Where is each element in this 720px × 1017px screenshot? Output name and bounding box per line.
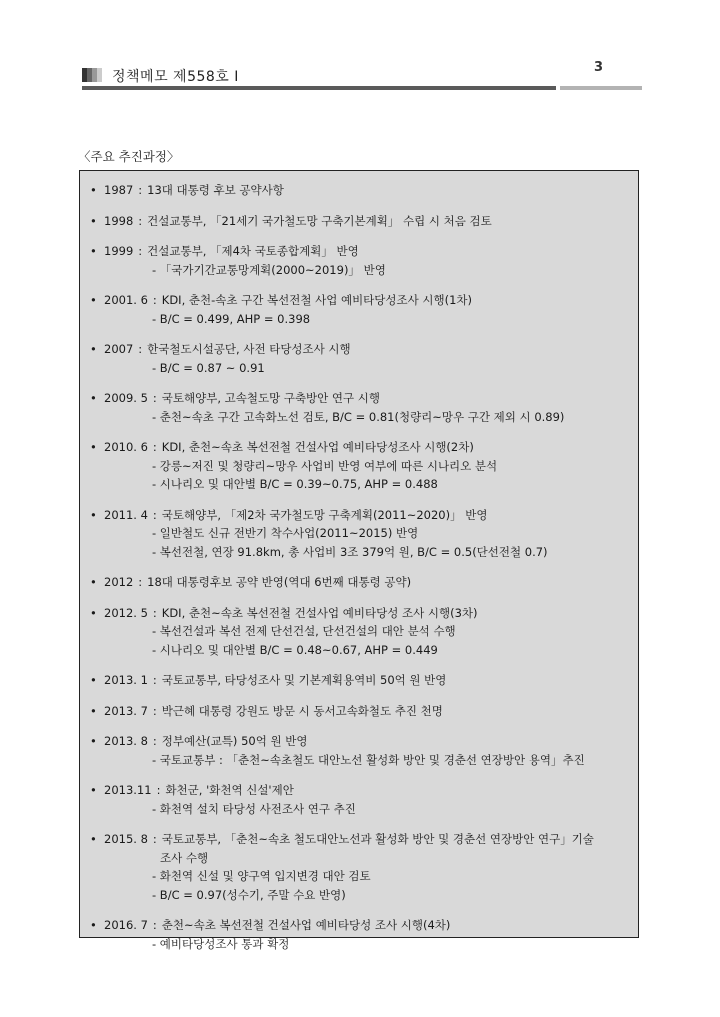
page-number: 3	[594, 60, 604, 75]
entry-main-line	[90, 781, 630, 800]
entry-text: KDI, 춘천~속초 복선전철 건설사업 예비타당성조사 시행(2차)	[161, 440, 474, 454]
entry-text: 국토교통부, 타당성조사 및 기본계획용역비 50억 원 반영	[161, 673, 447, 687]
bullet-icon: •	[90, 391, 97, 405]
entry-text: 국토해양부, 「제2차 국가철도망 구축계획(2011~2020)」 반영	[161, 507, 488, 522]
entry-text: 화천군, '화천역 신설'제안	[165, 783, 294, 797]
entry-sub-item: - B/C = 0.97(성수기, 주말 수요 반영)	[152, 887, 346, 902]
entry-main-line	[90, 291, 630, 310]
timeline-entry	[90, 781, 630, 818]
entry-date: 1998	[104, 213, 134, 228]
entry-separator: :	[138, 575, 143, 589]
bullet-icon: •	[90, 440, 97, 454]
timeline-entry	[90, 506, 630, 562]
entry-separator: :	[152, 440, 157, 454]
entry-text: 13대 대통령 후보 공약사항	[147, 183, 284, 197]
entry-sub-item: - 복선건설과 복선 전제 단선건설, 단선건설의 대안 분석 수행	[152, 624, 456, 638]
timeline-entry	[90, 242, 630, 279]
entry-separator: :	[152, 673, 157, 687]
timeline-entry	[90, 438, 630, 494]
entry-main-line	[90, 732, 630, 751]
header-rule-dark	[82, 86, 556, 90]
timeline-entry	[90, 604, 630, 660]
entry-sub-item: - B/C = 0.87 ~ 0.91	[152, 360, 265, 375]
bullet-icon: •	[90, 183, 97, 197]
page-header	[82, 60, 642, 94]
entry-sub-item: - 일반철도 신규 전반기 착수사업(2011~2015) 반영	[152, 526, 419, 540]
entry-main-line	[90, 242, 630, 261]
entry-separator: :	[138, 342, 143, 356]
bullet-icon: •	[90, 703, 97, 718]
entry-separator: :	[152, 605, 157, 620]
entry-date: 2011. 4	[104, 507, 148, 522]
entry-main-line	[90, 340, 630, 359]
entry-text: 춘천~속초 복선전철 건설사업 예비타당성 조사 시행(4차)	[161, 918, 451, 932]
entry-sub-item: - 「국가기간교통망계획(2000~2019)」 반영	[152, 262, 386, 277]
timeline-entry	[90, 291, 630, 328]
entry-main-line	[90, 181, 630, 200]
entry-date: 2015. 8	[104, 832, 148, 846]
bullet-icon: •	[90, 673, 97, 687]
bullet-icon: •	[90, 507, 97, 522]
entry-sub-item: - 화천역 신설 및 양구역 입지변경 대안 검토	[152, 869, 371, 883]
entry-main-line	[90, 573, 630, 592]
entry-separator: :	[152, 918, 157, 932]
header-squares-decoration	[82, 68, 102, 82]
entry-separator: :	[152, 293, 157, 307]
entry-text: 국토해양부, 고속철도망 구축방안 연구 시행	[161, 391, 381, 405]
entry-text: 18대 대통령후보 공약 반영(역대 6번째 대통령 공약)	[147, 575, 412, 589]
entry-date: 2010. 6	[104, 440, 148, 454]
entry-main-line	[90, 389, 630, 408]
entry-date: 2001. 6	[104, 293, 148, 307]
entry-text: 국토교통부, 「춘천~속초 철도대안노선과 활성화 방안 및 경춘선 연장방안 연구」기술	[161, 832, 594, 846]
entry-sub-item: - B/C = 0.499, AHP = 0.398	[152, 311, 311, 326]
entry-separator: :	[152, 832, 157, 846]
entry-date: 2013. 1	[104, 673, 148, 687]
entry-date: 2012. 5	[104, 605, 148, 620]
entry-separator: :	[156, 783, 161, 797]
bullet-icon: •	[90, 342, 97, 356]
entry-sub-item: - 시나리오 및 대안별 B/C = 0.48~0.67, AHP = 0.449	[152, 642, 438, 657]
entry-date: 2013. 7	[104, 703, 148, 718]
section-title: 〈주요 추진과정〉	[78, 149, 180, 164]
entry-sub-item: - 화천역 설치 타당성 사전조사 연구 추진	[152, 801, 356, 816]
entry-main-line	[90, 830, 630, 849]
entry-sub-item: - 강릉~저진 및 청량리~망우 사업비 반영 여부에 따른 시나리오 분석	[152, 458, 498, 473]
entry-date: 2013.11	[104, 783, 152, 797]
entry-separator: :	[138, 244, 143, 258]
entry-date: 2016. 7	[104, 918, 148, 932]
entry-date: 1999	[104, 244, 134, 258]
entry-main-line	[90, 506, 630, 525]
entry-separator: :	[152, 507, 157, 522]
entry-main-line	[90, 604, 630, 623]
entry-date: 1987	[104, 183, 134, 197]
entry-separator: :	[152, 703, 157, 718]
bullet-icon: •	[90, 575, 97, 589]
entry-continuation: 조사 수행	[160, 850, 209, 865]
header-title: 정책메모 제558호 I	[112, 69, 239, 85]
bullet-icon: •	[90, 213, 97, 228]
entry-text: 건설교통부, 「21세기 국가철도망 구축기본계획」 수립 시 처음 검토	[147, 213, 492, 228]
entry-text: KDI, 춘천~속초 복선전철 건설사업 예비타당성 조사 시행(3차)	[161, 605, 478, 620]
entry-date: 2012	[104, 575, 134, 589]
entry-main-line	[90, 671, 630, 690]
entry-main-line	[90, 212, 630, 231]
timeline-entry	[90, 573, 630, 592]
entry-main-line	[90, 916, 630, 935]
header-rule-light	[560, 86, 642, 90]
bullet-icon: •	[90, 244, 97, 258]
entry-date: 2007	[104, 342, 134, 356]
entry-sub-item: - 춘천~속초 구간 고속화노선 검토, B/C = 0.81(청량리~망우 구간 제외 시 0.89)	[152, 409, 565, 424]
entry-text: 한국철도시설공단, 사전 타당성조사 시행	[147, 342, 351, 356]
timeline-entry	[90, 702, 630, 721]
timeline-entry	[90, 389, 630, 426]
entry-sub-item: - 국토교통부 : 「춘천~속초철도 대안노선 활성화 방안 및 경춘선 연장방안 용역」추진	[152, 752, 585, 767]
entry-separator: :	[138, 213, 143, 228]
bullet-icon: •	[90, 918, 97, 932]
bullet-icon: •	[90, 783, 97, 797]
entry-sub-item: - 시나리오 및 대안별 B/C = 0.39~0.75, AHP = 0.488	[152, 477, 438, 491]
timeline-entry	[90, 181, 630, 200]
entry-text: 정부예산(교특) 50억 원 반영	[161, 734, 308, 748]
bullet-icon: •	[90, 605, 97, 620]
entry-separator: :	[152, 734, 157, 748]
timeline-entry	[90, 732, 630, 769]
entry-text: KDI, 춘천-속초 구간 복선전철 사업 예비타당성조사 시행(1차)	[161, 293, 472, 307]
entry-sub-item: - 예비타당성조사 통과 확정	[152, 936, 290, 951]
entry-text: 박근혜 대통령 강원도 방문 시 동서고속화철도 추진 천명	[161, 703, 443, 718]
bullet-icon: •	[90, 832, 97, 846]
timeline-entry	[90, 671, 630, 690]
timeline-entry	[90, 830, 630, 904]
timeline-entry	[90, 212, 630, 231]
timeline-entry	[90, 916, 630, 953]
entry-separator: :	[138, 183, 143, 197]
entry-separator: :	[152, 391, 157, 405]
entry-text: 건설교통부, 「제4차 국토종합계획」 반영	[147, 244, 359, 258]
timeline-entry	[90, 340, 630, 377]
bullet-icon: •	[90, 293, 97, 307]
entry-date: 2009. 5	[104, 391, 148, 405]
entry-sub-item: - 복선전철, 연장 91.8km, 총 사업비 3조 379억 원, B/C = 0.5(단선전철 0.7)	[152, 544, 548, 559]
timeline-box	[79, 170, 639, 951]
entry-main-line	[90, 702, 630, 721]
bullet-icon: •	[90, 734, 97, 748]
entry-date: 2013. 8	[104, 734, 148, 748]
entry-main-line	[90, 438, 630, 457]
header-square	[97, 68, 102, 82]
